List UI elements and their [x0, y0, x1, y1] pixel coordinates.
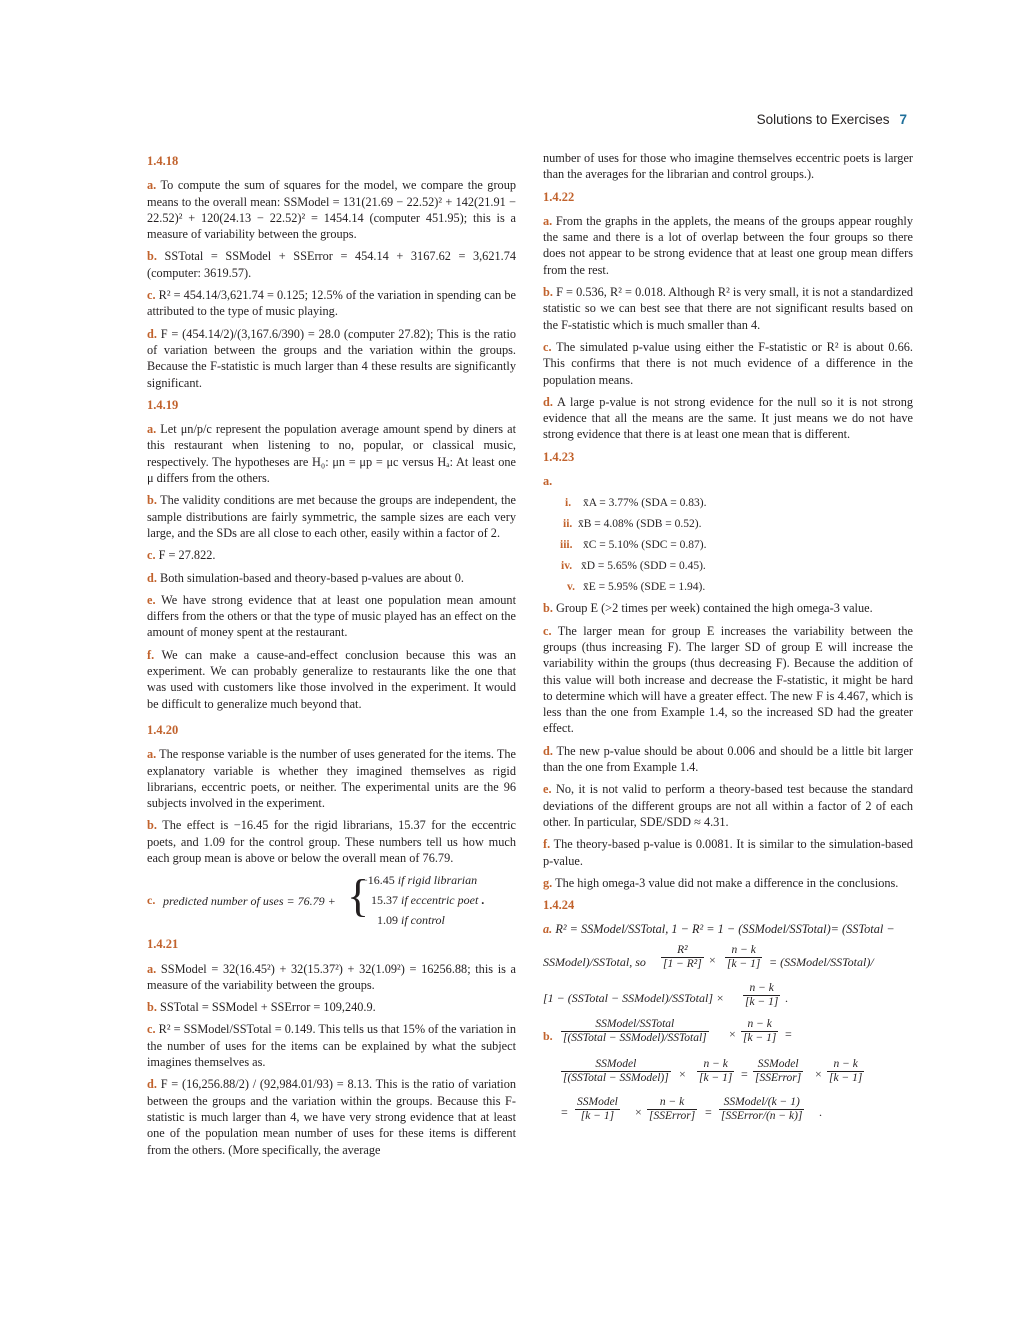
right-column	[543, 150, 913, 1132]
list-item: v. x̄E = 5.95% (SDE = 1.94).	[567, 581, 706, 594]
header-title: Solutions to Exercises	[756, 112, 890, 127]
fraction: $\frac{n - k}{[k - 1]}$	[727, 943, 761, 970]
answer-b: b. F = 0.536, R² = 0.018. Although R² is very small, it is not a standardized statistic so we can best see that there are not significant results based on the F-statistic which is much smaller than 4.	[543, 285, 913, 332]
section-heading: 1.4.24	[543, 898, 575, 913]
list-item: i. x̄A = 3.77% (SDA = 0.83).	[565, 497, 707, 510]
answer-c: c. F = 27.822.	[147, 548, 216, 563]
page-number: 7	[899, 112, 907, 127]
case-row: −16.45 if rigid librarian	[361, 873, 478, 888]
answer-d: d. Both simulation-based and theory-based p-values are about 0.	[147, 570, 464, 585]
answer-b: b. The effect is −16.45 for the rigid librarians, 15.37 for the eccentric poets, and 1.09 for the control group. These numbers tell us how much each group mean is above or below the overall mean of 76.79.	[147, 818, 516, 865]
answer-d: d. The new p-value should be about 0.006 and should be a little bit larger than the one from Example 1.4.	[543, 743, 913, 775]
answer-b: b. The validity conditions are met because the groups are independent, the sample distributions are fairly symmetric, the sample sizes are each very large, and the SDs are all close to each other, easily within a factor of 2.	[147, 493, 516, 540]
answer-a: a. To compute the sum of squares for the model, we compare the group means to the overall mean: SSModel = 131(21.69 − 22.52)² + 142(21.91 − 22.52)² + 120(24.13 − 22.52)² = 1454.14 (computer 451.95); this is a measure of variability between the groups.	[147, 178, 516, 242]
fraction: SSModel/SSTotal [(SSTotal − SSModel)/SSTotal]	[563, 1017, 707, 1044]
fraction: $\frac{n - k}{[k - 1]}$	[745, 981, 779, 1008]
section-heading: 1.4.23	[543, 449, 575, 464]
answer-e: e. No, it is not valid to perform a theory-based test because the standard deviations of the different groups are not all within a factor of 2 of each other. In particular, SDE/SDD ≈ 4.31.	[543, 782, 913, 829]
case-row: 15.37 if eccentric poet .	[371, 893, 485, 908]
section-heading: 1.4.20	[147, 722, 179, 737]
fraction: $\frac{\text{R²}}{\text{[1 − R²]}}$	[663, 943, 702, 970]
fraction: $\frac{n - k}{[k - 1]}$	[743, 1017, 777, 1044]
answer-b: b. Group E (>2 times per week) contained the high omega-3 value.	[543, 601, 873, 616]
answer-a-line1: a. R² = SSModel/SSTotal, 1 − R² = 1 − (SSModel/SSTotal)= (SSTotal −	[543, 922, 895, 937]
fraction: SSModel [(SSTotal − SSModel)]	[563, 1057, 669, 1084]
fraction: SSModel [SSError]	[755, 1057, 802, 1084]
answer-c: c. R² = SSModel/SSTotal = 0.149. This tells us that 15% of the variation in the number of uses for the items can be explained by what the subject imagines themselves as.	[147, 1022, 516, 1070]
answer-a-line3: [1 − (SSTotal − SSModel)/SSTotal] × $\frac{n - k}{[k - 1]}$ .	[543, 981, 788, 1008]
fraction: $\frac{n - k}{[k - 1]}$	[829, 1057, 863, 1084]
fraction: SSModel/(k − 1) [SSError/(n − k)]	[721, 1095, 803, 1122]
answer-a: a. From the graphs in the applets, the means of the groups appear roughly the same and there is a lot of overlap between the four groups so there does not appear to be strong evidence that at least one group mean differs from the rest.	[543, 213, 913, 277]
answer-f: f. We can make a cause-and-effect conclusion because this was an experiment. We can probably generalize to restaurants like the one that was used with customers like those involved in the experiment. It would be difficult to generalize much beyond that.	[147, 647, 516, 711]
answer-b: b. SSTotal = SSModel + SSError = 454.14 + 3167.62 = 3,621.74 (computer: 3619.57).	[147, 249, 516, 280]
answer-b-line3: = SSModel [k − 1] × n − k [SSError] = SSModel/(k − 1) [SSError/(n − k)] .	[561, 1095, 822, 1122]
left-column	[147, 150, 516, 1164]
answer-g: g. The high omega-3 value did not make a difference in the conclusions.	[543, 875, 899, 890]
answer-c: c. The simulated p-value using either the F-statistic or R² is about 0.66. This confirms that there is not much evidence of a difference in the population means.	[543, 339, 913, 387]
list-item: iv. x̄D = 5.65% (SDD = 0.45).	[561, 560, 706, 573]
answer-d: d. F = (454.14/2)/(3,167.6/390) = 28.0 (computer 27.82); This is the ratio of variation between the groups and the variation within the groups. Because the F-statistic is much larger than 4 these results are significantly significant.	[147, 326, 517, 390]
answer-d: d. A large p-value is not strong evidence for the null so it is not strong evidence that all the means are the same. It just means we do not have strong evidence that there is at least one mean that is different.	[543, 394, 913, 442]
answer-a-label: a.	[543, 474, 553, 489]
section-heading: 1.4.18	[147, 154, 179, 168]
section-heading: 1.4.22	[543, 189, 575, 204]
section-heading: 1.4.19	[147, 397, 179, 412]
answer-b: b. SSTotal = SSModel + SSError = 109,240.9.	[147, 1000, 376, 1015]
answer-d: d. F = (16,256.88/2) / (92,984.01/93) = 8.13. This is the ratio of variation between the groups and the variation within the groups. Because this F-statistic is much larger than 4, we have very strong evidence that at least one of the population mean number of uses for these items is different from the others. (More specifically, the average	[147, 1077, 517, 1157]
answer-b-line1: b. SSModel/SSTotal [(SSTotal − SSModel)/SSTotal] × $\frac{n - k}{[k - 1]}$ =	[543, 1017, 792, 1044]
fraction: SSModel [k − 1]	[577, 1095, 618, 1122]
running-header	[757, 112, 907, 127]
answer-b-line2: SSModel [(SSTotal − SSModel)] × $\frac{n - k}{[k - 1]}$ = SSModel [SSError] × $\frac{n - k}{[k - 1]}$	[563, 1057, 863, 1084]
fraction: n − k [SSError]	[649, 1095, 696, 1122]
section-heading: 1.4.21	[147, 937, 179, 952]
answer-a-line2: SSModel)/SSTotal, so $\frac{\text{R²}}{\text{[1 − R²]}}$ × $\frac{n - k}{[k - 1]}$ = (SSModel/SSTotal)/	[543, 943, 874, 970]
continued-text: number of uses for those who imagine themselves eccentric poets is larger than the averages for the librarian and control groups.).	[543, 151, 913, 182]
list-item: iii. x̄C = 5.10% (SDC = 0.87).	[560, 539, 707, 552]
answer-c: c. The larger mean for group E increases the variability between the groups (thus increasing F). The larger SD of group E will increase the variability within the groups (thus decreasing F). Because the addition of this value will both increase and decrease the F-statistic, it might be hard to determine which will have a greater effect. The new F is 4.467, which is less than the one from Example 1.4, so the increased SD had the greater effect.	[543, 623, 913, 736]
list-item: ii. x̄B = 4.08% (SDB = 0.52).	[563, 518, 702, 531]
fraction: $\frac{n - k}{[k - 1]}$	[699, 1057, 733, 1084]
answer-a: a. SSModel = 32(16.45²) + 32(15.37²) + 32(1.09²) = 16256.88; this is a measure of the variability between the groups.	[147, 961, 517, 992]
piecewise-equation: c. predicted number of uses = 76.79 + { −16.45 if rigid librarian 15.37 if eccentric poet . 1.09 if control	[147, 872, 516, 930]
answer-a: a. Let μn/p/c represent the population average amount spend by diners at this restaurant when listening to no, popular, or classical music, respectively. The hypotheses are H₀: μn = μp = μc versus Hₐ: At least one μ differs from the others.	[147, 422, 516, 486]
answer-f: f. The theory-based p-value is 0.0081. It is similar to the simulation-based p-value.	[543, 837, 913, 868]
answer-c: c. R² = 454.14/3,621.74 = 0.125; 12.5% of the variation in spending can be attributed to the type of music playing.	[147, 288, 517, 319]
answer-a: a. The response variable is the number of uses generated for the items. The explanatory variable is whether they imagined themselves as rigid librarians, eccentric poets, or neither. The experimental units are the 96 subjects involved in the experiment.	[147, 747, 516, 811]
left-brace: {	[347, 870, 370, 922]
answer-e: e. We have strong evidence that at least one population mean amount differs from the others or that the type of music played has an effect on the amount of money spent at the restaurant.	[147, 592, 516, 640]
case-row: 1.09 if control	[377, 913, 445, 928]
